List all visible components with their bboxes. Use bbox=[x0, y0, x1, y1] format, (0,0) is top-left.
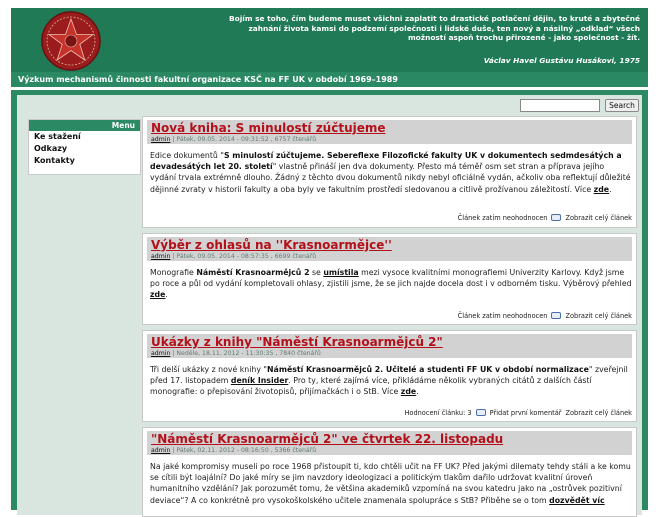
site-subtitle: Výzkum mechanismů činnosti fakultní organizace KSČ na FF UK v období 1969–1989 bbox=[11, 72, 648, 87]
search-button[interactable]: Search bbox=[605, 99, 639, 112]
umistila-link[interactable]: umístila bbox=[323, 268, 359, 277]
comment-icon bbox=[551, 214, 561, 221]
article-excerpt bbox=[150, 461, 632, 506]
sidebar-item-odkazy[interactable]: Odkazy bbox=[34, 144, 68, 153]
excerpt-text: " zveřejnil před 17. listopadem bbox=[150, 365, 628, 386]
article-title-link[interactable]: Výběr z ohlasů na ''Krasnoarmějce'' bbox=[151, 238, 392, 252]
article-title-link[interactable]: Ukázky z knihy "Náměstí Krasnoarmějců 2" bbox=[151, 335, 443, 349]
article-footer bbox=[454, 214, 632, 222]
article-excerpt bbox=[150, 364, 632, 398]
rating-text: Hodnocení článku: 3 bbox=[404, 409, 472, 417]
insider-link[interactable]: deník Insider bbox=[230, 376, 289, 386]
article-header bbox=[147, 237, 632, 261]
author-link[interactable]: admin bbox=[151, 253, 171, 260]
author-link[interactable]: admin bbox=[151, 447, 171, 454]
article-date-readers: | Pátek, 09.05. 2014 - 09:31:52 , 6757 čtenářů bbox=[170, 136, 317, 143]
more-link[interactable]: zde bbox=[150, 290, 166, 300]
more-link[interactable]: zde bbox=[400, 387, 417, 397]
book-title: Náměstí Krasnoarmějců 2. Učitelé a studenti FF UK v období normalizace bbox=[267, 365, 589, 374]
excerpt-text: . bbox=[165, 290, 168, 300]
article-title-link[interactable]: Nová kniha: S minulostí zúčtujeme bbox=[151, 121, 386, 135]
excerpt-text: . Pro ty, které zajímá více, přikládáme několik vybraných citátů z dalších částí monografie: o přepisování životopisů, přijímačkách i o StB. Více bbox=[150, 376, 592, 397]
sidebar-title: Menu bbox=[29, 120, 140, 131]
article-meta bbox=[151, 350, 321, 357]
excerpt-text: . bbox=[609, 184, 612, 194]
excerpt-text: Edice dokumentů " bbox=[150, 151, 224, 160]
article-footer bbox=[400, 409, 632, 417]
more-link[interactable]: zde bbox=[593, 184, 610, 194]
red-star-seal-icon[interactable] bbox=[40, 10, 102, 72]
sidebar-item-kontakty[interactable]: Kontakty bbox=[34, 156, 75, 165]
excerpt-text: " vlastně přináší jen dva dokumenty. Přesto má téměř osm set stran a příprava jejího vydání trvala extrémně dlouho. Žádný z těchto dvou dokumentů nikdy nebyl oficiálně vydán, ačkoliv oba reflektují důležité dějinné zvraty v historii fakulty a oba byly ve fakultním prostředí sledovanou a citlivě prožívanou záležitostí. Více bbox=[150, 162, 631, 194]
article-meta bbox=[151, 253, 316, 260]
header-quote: Bojím se toho, čím budeme muset všichni zaplatit to drastické potlačení dějin, to kruté a zbytečné zahnání života kamsi do podzemí společnosti i lidské duše, ten nový a násilný „odklad“ všech možností aspoň trochu přirozené - jako společnost - žít. bbox=[229, 14, 640, 43]
article-excerpt bbox=[150, 150, 632, 195]
site-header bbox=[11, 8, 648, 87]
article-meta bbox=[151, 447, 316, 454]
article-date-readers: | Pátek, 02.11. 2012 - 08:16:50 , 5366 čtenářů bbox=[170, 447, 317, 454]
article-card bbox=[142, 116, 637, 228]
article-header bbox=[147, 431, 632, 455]
article-card bbox=[142, 427, 637, 517]
book-title: S minulostí zúčtujeme. Sebereflexe Filozofické fakulty UK v dokumentech sedmdesátých a devadesátých let 20. století bbox=[150, 151, 622, 172]
article-header bbox=[147, 120, 632, 144]
article-card bbox=[142, 233, 637, 325]
comment-icon bbox=[476, 409, 486, 416]
author-link[interactable]: admin bbox=[151, 350, 171, 357]
show-full-article-link[interactable]: Zobrazit celý článek bbox=[565, 214, 632, 222]
excerpt-text: . bbox=[416, 387, 419, 397]
quote-author: Václav Havel Gustávu Husákovi, 1975 bbox=[483, 56, 640, 65]
more-link[interactable]: dozvědět víc bbox=[549, 495, 605, 505]
article-footer bbox=[454, 312, 632, 320]
excerpt-text: Monografie bbox=[150, 268, 197, 277]
article-excerpt bbox=[150, 267, 632, 301]
add-comment-link[interactable]: Přidat první komentář bbox=[489, 409, 562, 417]
excerpt-text: se bbox=[309, 268, 324, 277]
show-full-article-link[interactable]: Zobrazit celý článek bbox=[565, 312, 632, 320]
main-frame bbox=[11, 90, 648, 510]
article-title-link[interactable]: "Náměstí Krasnoarmějců 2" ve čtvrtek 22. listopadu bbox=[151, 432, 504, 446]
article-date-readers: | Neděle, 18.11. 2012 - 11:30:35 , 7840 čtenářů bbox=[170, 350, 321, 357]
sidebar-menu bbox=[28, 119, 141, 175]
excerpt-text: Na jaké kompromisy museli po roce 1968 přistoupit ti, kdo chtěli učit na FF UK? Před jakými dilematy tehdy stáli a ke komu se cítili být loajální? Do jaké míry se jim navzdory ideologizaci a politickým tlakům dařilo udržovat kvalitní úroveň humanitního vzdělání? Jak porozumět tomu, že většina akademiků vzpomíná na svou katedru jako na „ostrůvek pozitivní deviace“? A co konkrétně pro vysokoškolského učitele znamenala spolupráce s StB? Přiběhe se o tom bbox=[150, 462, 631, 505]
rating-text: Článek zatím neohodnocen bbox=[457, 312, 548, 320]
content-area bbox=[17, 95, 642, 515]
author-link[interactable]: admin bbox=[151, 136, 171, 143]
article-header bbox=[147, 334, 632, 358]
article-date-readers: | Pátek, 09.05. 2014 - 08:57:35 , 6699 čtenářů bbox=[170, 253, 317, 260]
excerpt-text: mezi vysoce kvalitními monografiemi Univerzity Karlovy. Když jsme po roce a půl od vydání kompletovali ohlasy, zjistili jsme, že se jich najde docela dost i v odborném tisku. Výběrový přehled bbox=[150, 268, 632, 289]
rating-text: Článek zatím neohodnocen bbox=[457, 214, 548, 222]
article-meta bbox=[151, 136, 316, 143]
excerpt-text: Tři delší ukázky z nové knihy " bbox=[150, 365, 268, 374]
comment-icon bbox=[551, 312, 561, 319]
article-card bbox=[142, 330, 637, 422]
show-full-article-link[interactable]: Zobrazit celý článek bbox=[565, 409, 632, 417]
sidebar-item-ke-stazeni[interactable]: Ke stažení bbox=[34, 132, 81, 141]
search-input[interactable] bbox=[520, 99, 600, 112]
book-title: Náměstí Krasnoarmějců 2 bbox=[196, 268, 310, 277]
